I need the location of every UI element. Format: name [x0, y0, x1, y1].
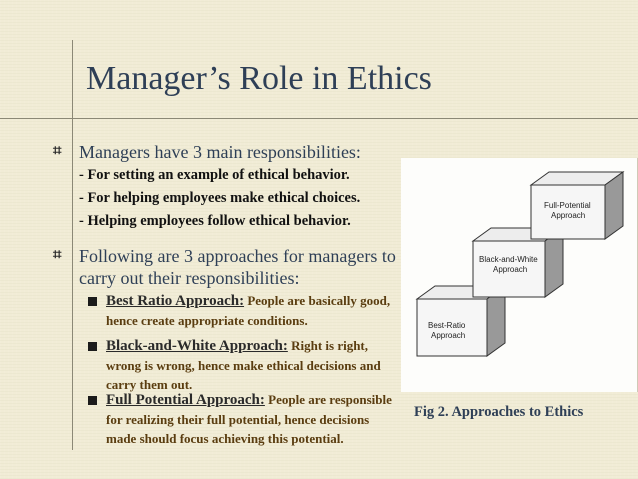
square-bullet-icon: [88, 342, 97, 351]
approaches-figure: [401, 158, 638, 392]
hash-bullet-icon: ⌗: [53, 141, 62, 159]
bullet-approaches-line2: carry out their responsibilities:: [79, 268, 300, 288]
box-label: Approach: [431, 331, 466, 340]
approach-name: Black-and-White Approach:: [106, 338, 288, 354]
approach-black-and-white: [106, 336, 396, 394]
box-label: Approach: [551, 211, 586, 220]
figure-caption: Fig 2. Approaches to Ethics: [414, 404, 584, 420]
vertical-rule: [72, 40, 73, 450]
responsibility-1: - For setting an example of ethical behavior.: [79, 167, 350, 183]
square-bullet-icon: [88, 297, 97, 306]
approach-best-ratio: [106, 291, 396, 330]
approach-desc: Right is right, wrong is wrong, hence make ethical decisions and carry them out.: [106, 338, 381, 392]
box-label: Full-Potential: [544, 201, 591, 210]
box-label: Black-and-White: [479, 255, 538, 264]
horizontal-rule: [0, 118, 638, 119]
responsibility-3: - Helping employees follow ethical behavior.: [79, 213, 351, 229]
box-label: Best-Ratio: [428, 321, 466, 330]
approach-name: Best Ratio Approach:: [106, 293, 245, 309]
cube-full-potential: [531, 172, 623, 239]
responsibility-2: - For helping employees make ethical choices.: [79, 190, 361, 206]
hash-bullet-icon: ⌗: [53, 245, 62, 263]
bullet-approaches-line1: Following are 3 approaches for managers to: [79, 246, 396, 266]
slide-title: Manager’s Role in Ethics: [86, 60, 432, 97]
box-label: Approach: [493, 265, 528, 274]
approach-desc: People are basically good, hence create appropriate conditions.: [106, 293, 391, 328]
approach-name: Full Potential Approach:: [106, 392, 265, 408]
approach-full-potential: [106, 390, 396, 448]
square-bullet-icon: [88, 396, 97, 405]
bullet-responsibilities: Managers have 3 main responsibilities:: [79, 142, 361, 162]
approach-desc: People are responsible for realizing their full potential, hence decisions made should focus achieving this potential.: [106, 392, 392, 446]
